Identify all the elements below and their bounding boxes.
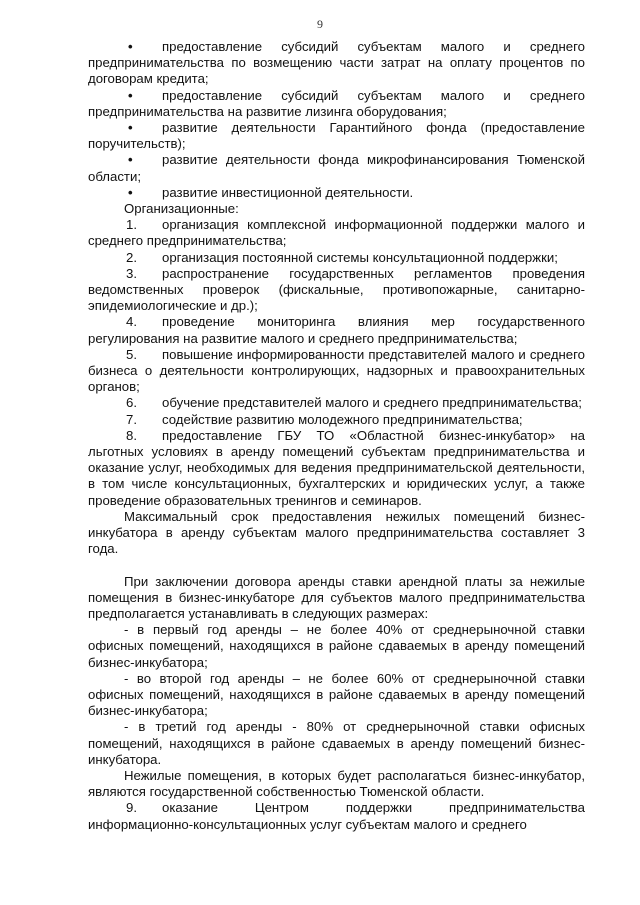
bullet-icon: • [128,87,133,103]
bullet-icon: • [128,120,133,136]
item-number: 7. [126,411,137,427]
document-body [88,39,585,833]
bullet-text: развитие деятельности фонда микрофинансирования Тюменской области; [88,152,585,184]
bullet-item [88,39,585,88]
item-number: 6. [126,395,137,411]
numbered-item [88,428,585,509]
item-text: распространение государственных регламентов проведения ведомственных проверок (фискальные, противопожарные, санитарно-эпидемиологические и др.); [88,265,585,314]
rent-rate-item: - во второй год аренды – не более 60% от среднерыночной ставки офисных помещений, находящихся в районе сдаваемых в аренду помещений бизнес-инкубатора; [88,670,585,719]
numbered-item [88,395,585,411]
item-text: предоставление ГБУ ТО «Областной бизнес-инкубатор» на льготных условиях в аренду помещений субъектам предпринимательства и оказание услуг, необходимых для ведения предпринимательской деятельности, в том числе консультационных, бухгалтерских и юридических услуг, а также проведение образовательных тренингов и семинаров. [88,427,585,508]
item-number: 3. [126,265,137,281]
section-heading: Организационные: [124,201,239,217]
bullet-icon: • [128,152,133,168]
rent-intro-paragraph: При заключении договора аренды ставки арендной платы за нежилые помещения в бизнес-инкубаторе для субъектов малого предпринимательства предполагается устанавливать в следующих размерах: [88,573,585,621]
item-number: 4. [126,314,137,330]
item-number: 5. [126,346,137,362]
ownership-paragraph: Нежилые помещения, в которых будет располагаться бизнес-инкубатор, являются государственной собственностью Тюменской области. [88,767,585,800]
rent-rate-item: - в первый год аренды – не более 40% от среднерыночной ставки офисных помещений, находящихся в районе сдаваемых в аренду помещений бизнес-инкубатора; [88,622,585,670]
bullet-item [88,185,585,201]
bullet-text: предоставление субсидий субъектам малого и среднего предпринимательства по возмещению части затрат на оплату процентов по договорам кредита; [88,39,585,87]
numbered-item [88,266,585,315]
bullet-item [88,152,585,184]
item-text: повышение информированности представителей малого и среднего бизнеса о деятельности контролирующих, надзорных и правоохранительных органов; [88,346,585,395]
item-number: 8. [126,427,137,443]
item-text: организация комплексной информационной поддержки малого и среднего предпринимательства; [88,217,585,249]
bullet-text: предоставление субсидий субъектам малого и среднего предпринимательства на развитие лизинга оборудования; [88,87,585,119]
bullet-item [88,120,585,152]
item-number: 1. [126,217,137,233]
numbered-item [88,412,585,428]
item-number: 9. [126,800,137,816]
bullet-icon: • [128,184,133,200]
numbered-item [88,217,585,249]
numbered-item [88,800,585,832]
item-text: оказание Центром поддержки предпринимательства информационно-консультационных услуг субъектам малого и среднего [88,800,585,832]
item-text: организация постоянной системы консультационной поддержки; [162,249,558,265]
bullet-icon: • [128,39,133,54]
bullet-item [88,88,585,120]
rent-rate-item: - в третий год аренды - 80% от среднерыночной ставки офисных помещений, находящихся в районе сдаваемых в аренду помещений бизнес-инкубатора. [88,719,585,767]
item-text: обучение представителей малого и среднего предпринимательства; [162,395,582,411]
page-number: 9 [317,17,323,31]
item-text: проведение мониторинга влияния мер государственного регулирования на развитие малого и среднего предпринимательства; [88,314,585,346]
max-term-paragraph: Максимальный срок предоставления нежилых помещений бизнес-инкубатора в аренду субъектам малого предпринимательства составляет 3 года. [88,508,585,557]
numbered-item [88,347,585,396]
numbered-item [88,314,585,346]
bullet-text: развитие инвестиционной деятельности. [162,184,414,200]
item-text: содействие развитию молодежного предпринимательства; [162,411,523,427]
bullet-text: развитие деятельности Гарантийного фонда (предоставление поручительств); [88,120,585,152]
numbered-item [88,250,585,266]
item-number: 2. [126,249,137,265]
